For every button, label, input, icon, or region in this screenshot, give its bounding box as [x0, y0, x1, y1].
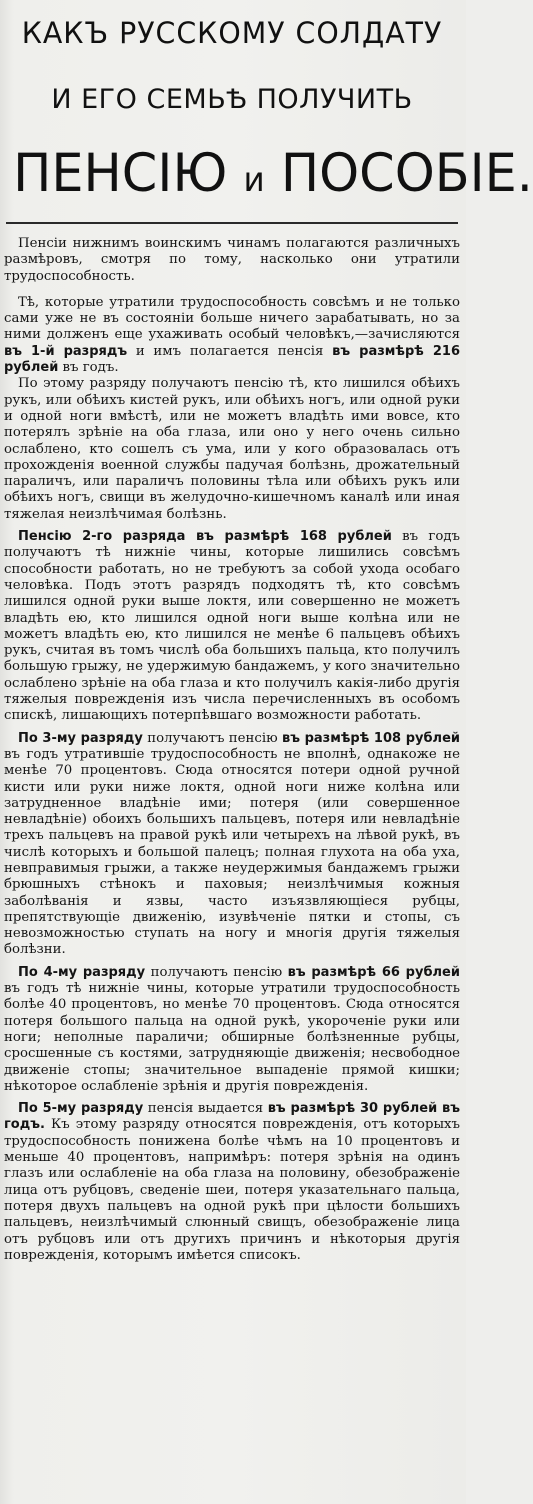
bold-category-amount: Пенсію 2-го разряда въ размѣрѣ 168 рублей [18, 529, 392, 545]
paragraph-intro: Пенсіи нижнимъ воинскимъ чинамъ полагаются различныхъ размѣровъ, смотря по тому, насколько они утратили трудоспособность. [4, 236, 460, 284]
headline-divider [6, 222, 458, 224]
bold-amount: въ размѣрѣ 30 рублей въ годъ. [4, 1101, 460, 1133]
bold-amount: въ размѣрѣ 108 рублей [281, 730, 460, 746]
headline-word-and: и [243, 160, 265, 200]
paragraph-category-2 [4, 529, 460, 725]
paragraph-text: въ годъ. [58, 360, 119, 376]
paragraph-category-4 [4, 965, 460, 1095]
paragraph-category-1-details: По этому разряду получаютъ пенсію тѣ, кто лишился обѣихъ рукъ, или обѣихъ кистей рукъ, или обѣихъ ногъ, или одной руки и одной ноги вмѣстѣ, или не можетъ владѣть ими вовсе, кто потерялъ зрѣніе на оба глаза, или оно у него очень сильно ослаблено, кто сошелъ съ ума, или у кого образовалась отъ прохожденія военной службы падучая болѣзнь, дрожательный параличъ, или параличъ половины тѣла или обѣихъ рукъ или обѣихъ ногъ, свищи въ желудочно-кишечномъ каналѣ или иная тяжелая неизлѣчимая болѣзнь. [4, 376, 460, 522]
paragraph-text: пенсія выдается [143, 1101, 268, 1117]
bold-amount: въ размѣрѣ 216 рублей [4, 343, 460, 376]
paragraph-category-1 [4, 295, 460, 376]
paragraph-text: получаютъ пенсію [142, 730, 282, 746]
paragraph-category-5 [4, 1101, 460, 1264]
headline-word-allowance: ПОСОБІЕ. [280, 143, 533, 204]
paragraph-text: и имъ полагается пенсія [127, 343, 333, 359]
paragraph-text: получаютъ пенсію [145, 964, 288, 980]
bold-category: По 4-му разряду [18, 964, 146, 980]
headline-line-3 [13, 140, 533, 214]
bold-category: По 5-му разряду [18, 1101, 144, 1117]
bold-amount: въ размѣрѣ 66 рублей [287, 964, 460, 980]
bold-category: въ 1-й разрядъ [4, 343, 128, 359]
paragraph-text: въ годъ получаютъ тѣ нижніе чины, которые лишились совсѣмъ способности работать, но не требуютъ за собой ухода особаго человѣка. Подъ этотъ разрядъ подходятъ тѣ, кто совсѣмъ лишился одной руки выше локтя, или совершенно не можетъ владѣть ею, кто лишился одной ноги выше колѣна или не можетъ владѣть ею, кто лишился не менѣе 6 пальцевъ обѣихъ рукъ, считая въ томъ числѣ оба большихъ пальца, кто получилъ большую грыжу, не удержимую бандажемъ, у кого значительно ослаблено зрѣніе на оба глаза и кто получилъ какія-либо другія тяжелыя поврежденія изъ числа перечисленныхъ въ особомъ спискѣ, лишающихъ потерпѣвшаго возможности работать. [4, 529, 460, 724]
paragraph-text: Къ этому разряду относятся поврежденія, отъ которыхъ трудоспособность понижена болѣе чѣмъ на 10 процентовъ и меньше 40 процентовъ, напримѣръ: потеря зрѣнія на одинъ глазъ или ослабленіе на оба глаза на половину, обезображеніе лица отъ рубцовъ, сведеніе шеи, потеря указательнаго пальца, потеря двухъ пальцевъ на одной рукѣ при цѣлости большихъ пальцевъ, неизлѣчимый слюнный свищъ, обезображеніе лица отъ рубцовъ или отъ другихъ причинъ и нѣкоторыя другія поврежденія, которымъ имѣется списокъ. [4, 1117, 460, 1263]
paragraph-text: Тѣ, которые утратили трудоспособность совсѣмъ и не только сами уже не въ состояніи больше ничего зарабатывать, но за ними долженъ еще ухаживать особый человѣкъ,—зачисляются [4, 294, 460, 343]
paragraph-category-3 [4, 731, 460, 959]
headline-line-2: И ЕГО СЕМЬѢ ПОЛУЧИТЬ [51, 84, 413, 115]
paragraph-text: въ годъ тѣ нижніе чины, которые утратили трудоспособность болѣе 40 процентовъ, но менѣе 70 процентовъ. Сюда относятся потеря большого пальца на одной рукѣ, укороченіе руки или ноги; неполные параличи; обширные болѣзненные рубцы, сросшенные съ костями, затрудняющіе движенія; несвободное движеніе стопы; значительное выпаденіе прямой кишки; нѣкоторое ослабленіе зрѣнія и другія поврежденія. [4, 981, 460, 1094]
headline-line-1: КАКЪ РУССКОМУ СОЛДАТУ [21, 16, 443, 50]
paragraph-text: въ годъ утратившіе трудоспособность не вполнѣ, однакоже не менѣе 70 процентовъ. Сюда относятся потери одной ручной кисти или руки ниже локтя, одной ноги ниже колѣна или затрудненное владѣніе ими; потеря (или совершенное невладѣніе) обоихъ большихъ пальцевъ, потеря или невладѣніе трехъ пальцевъ на правой рукѣ или четырехъ на лѣвой рукѣ, въ числѣ которыхъ и большой палецъ; полная глухота на оба уха, невправимыя грыжи, а также неудержимыя бандажемъ грыжи брюшныхъ стѣнокъ и паховыя; неизлѣчимыя кожныя заболѣванія и язвы, часто изъязвляющіеся рубцы, препятствующіе движенію, изувѣченіе пятки и стопы, съ невозможностью ступать на ногу и многія другія тяжелыя болѣзни. [4, 746, 460, 958]
bold-category: По 3-му разряду [18, 730, 143, 746]
headline-word-pension: ПЕНСІЮ [13, 143, 228, 204]
